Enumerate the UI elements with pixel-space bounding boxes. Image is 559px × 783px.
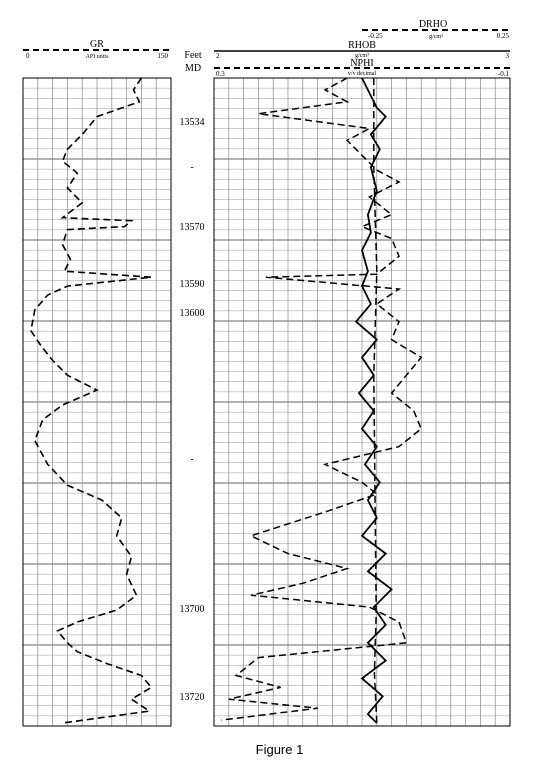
gr-scale-left: 0 xyxy=(26,52,30,60)
drho-title: DRHO xyxy=(418,19,448,30)
depth-track xyxy=(180,117,205,703)
drho-scale-right: 0.25 xyxy=(496,32,509,40)
depth-label: 13570 xyxy=(179,222,205,233)
gr-curves xyxy=(31,78,151,723)
porosity-grid xyxy=(214,78,510,726)
depth-label: 13590 xyxy=(179,279,205,290)
nphi-curve xyxy=(221,78,421,720)
drho-scale-left: -0.25 xyxy=(368,32,383,40)
porosity-curves xyxy=(221,78,421,723)
depth-label: 13534 xyxy=(179,117,205,128)
nphi-unit: v/v decimal xyxy=(347,71,377,77)
nphi-scale-right: -0.1 xyxy=(497,70,509,78)
rhob-scale-right: 3 xyxy=(505,52,509,60)
depth-label: 13720 xyxy=(179,692,205,703)
drho-unit: g/cm³ xyxy=(429,34,443,40)
nphi-scale-left: 0.3 xyxy=(216,70,225,78)
depth-label: 13700 xyxy=(179,604,205,615)
depth-label-feet: Feet xyxy=(184,50,202,61)
gr-header xyxy=(23,39,171,60)
rhob-scale-left: 2 xyxy=(216,52,220,60)
depth-dot-mark: - xyxy=(190,454,194,465)
gr-title: GR xyxy=(90,39,104,50)
depth-label-md: MD xyxy=(184,63,202,74)
gr-scale-right: 150 xyxy=(157,52,168,60)
nphi-title: NPHI xyxy=(350,58,374,69)
gr-unit: API units xyxy=(85,54,109,60)
depth-header xyxy=(184,50,201,74)
depth-label: 13600 xyxy=(179,308,205,319)
gr-grid xyxy=(23,78,171,726)
figure-caption: Figure 1 xyxy=(255,742,304,757)
rhob-title: RHOB xyxy=(348,40,376,51)
drho-curve xyxy=(374,78,377,723)
gr-curve xyxy=(31,78,151,723)
depth-dot-mark: - xyxy=(190,162,194,173)
porosity-header xyxy=(214,19,510,78)
rhob-unit: g/cm³ xyxy=(355,53,369,59)
